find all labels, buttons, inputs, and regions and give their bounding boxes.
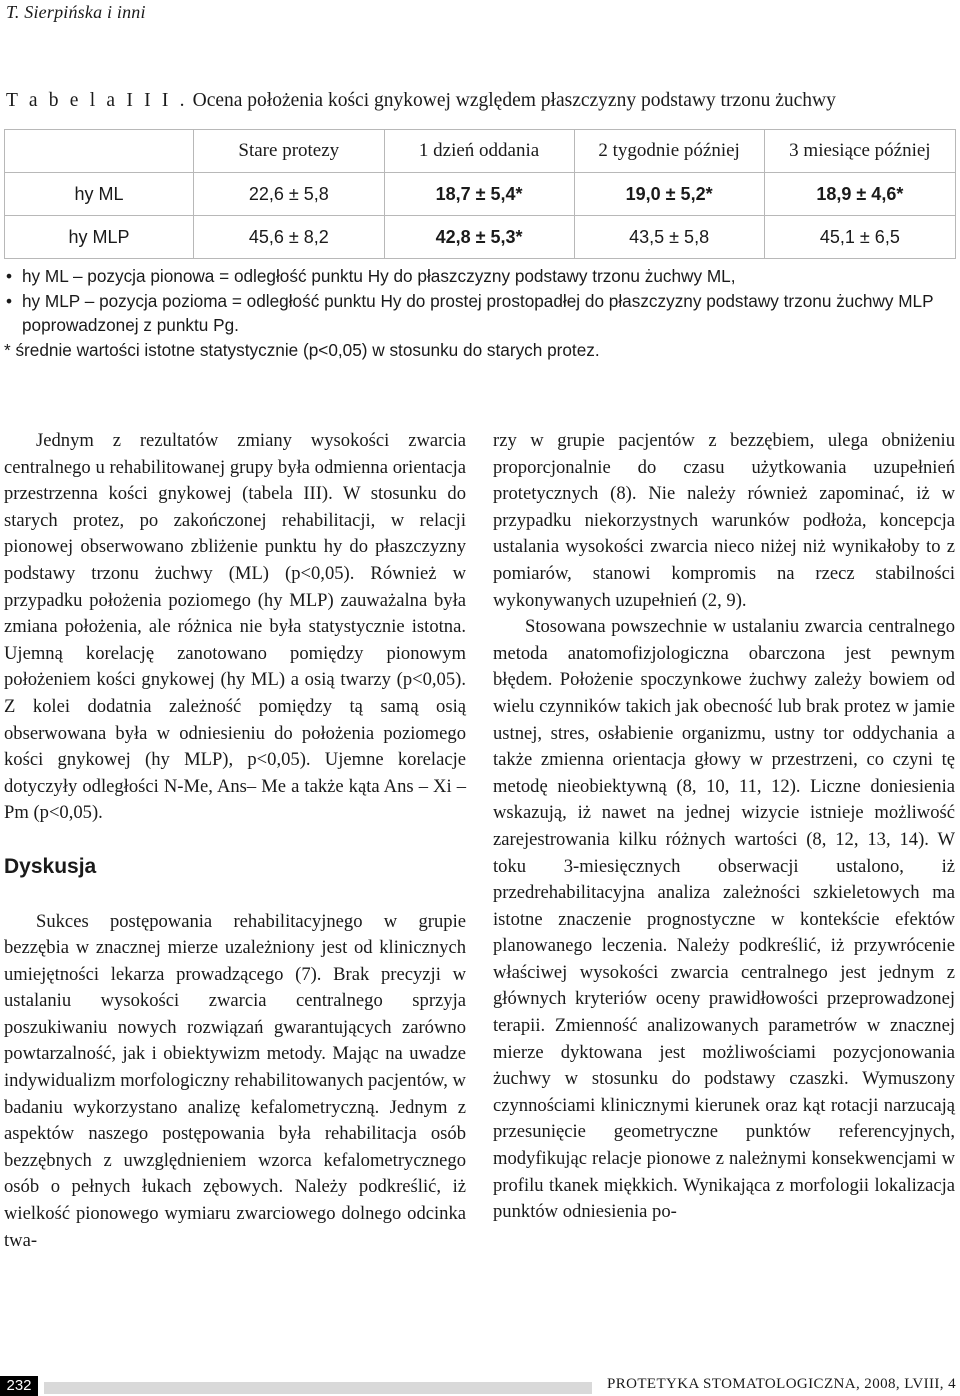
discussion-paragraph: Sukces postępowania rehabilitacyjnego w grupie bezzębia w znacznej mierze uzależniony jest od klinicznych umiejętności lekarza prowadzącego (7). Brak precyzji w ustalaniu wysokości zwarcia centralnego sprzyja poszukiwaniu nowych rozwiązań gwarantujących zarówno powtarzalność, jak i obiektywizm metody. Mając na uwadze indywidualizm morfologiczny rehabilitowanych pacjentów, w badaniu wykorzystano analizę kefalometryczną. Jednym z aspektów naszego postępowania była rehabilitacja osób bezzębnych z uwzględnieniem wzorca kefalometrycznego osób o pełnych łukach zębowych. Należy podkreślić, iż wielkość pionowego wymiaru zwarciowego dolnego odcinka twa-	[4, 910, 466, 1251]
table-header-cell	[5, 130, 194, 173]
table-cell: 42,8 ± 5,3*	[384, 216, 574, 259]
table-cell: 19,0 ± 5,2*	[574, 173, 764, 216]
significance-footnote: * średnie wartości istotne statystycznie (p<0,05) w stosunku do starych protez.	[4, 339, 600, 360]
table-cell: 45,1 ± 6,5	[764, 216, 955, 259]
running-head: T. Sierpińska i inni	[6, 2, 146, 22]
left-column	[4, 428, 466, 1254]
table-cell: 18,9 ± 4,6*	[764, 173, 955, 216]
row-label: hy ML	[5, 173, 194, 216]
table-cell: 22,6 ± 5,8	[194, 173, 385, 216]
table-header-cell: 1 dzień oddania	[384, 130, 574, 173]
table-header-cell: 2 tygodnie później	[574, 130, 764, 173]
footer-rule	[44, 1382, 592, 1394]
row-label: hy MLP	[5, 216, 194, 259]
table-cell: 18,7 ± 5,4*	[384, 173, 574, 216]
section-heading: Dyskusja	[4, 854, 97, 878]
page-number: 232	[0, 1376, 38, 1396]
right-column	[493, 428, 955, 1226]
table-header-row	[5, 130, 956, 173]
table-label: T a b e l a I I I .	[6, 90, 188, 111]
note-bullet: • hy ML – pozycja pionowa = odległość punktu Hy do płaszczyzny podstawy trzonu żuchwy ML,	[4, 264, 960, 289]
table-caption	[6, 90, 836, 112]
journal-name: PROTETYKA STOMATOLOGICZNA, 2008, LVIII, 4	[606, 1376, 956, 1392]
table-header-cell: 3 miesiące później	[764, 130, 955, 173]
results-paragraph: Jednym z rezultatów zmiany wysokości zwarcia centralnego u rehabilitowanej grupy była odmienna orientacja przestrzenna kości gnykowej (tabela III). W stosunku do starych protez, po zakończonej rehabilitacji, w relacji pionowej obserwowano zbliżenie punktu hy do płaszczyzny podstawy trzonu żuchwy (ML) (p<0,05). Również w przypadku położenia poziomego (hy MLP) zauważalna była zmiana położenia, ale różnica nie była statystycznie istotna. Ujemną korelację zanotowano pomiędzy pionowym położeniem kości gnykowej (hy ML) a osią twarzy (p<0,05). Z kolei dodatnia zależność pomiędzy tą samą osią obserwowana była w odniesieniu do położenia poziomego kości gnykowej (hy MLP), p<0,05). Ujemne korelacje dotyczyły odległości N-Me, Ans– Me a także kąta Ans – Xi – Pm (p<0,05).	[4, 430, 466, 824]
table-cell: 43,5 ± 5,8	[574, 216, 764, 259]
note-bullet: • hy MLP – pozycja pozioma = odległość punktu Hy do prostej prostopadłej do płaszczyzny podstawy trzonu żuchwy MLP poprowadzonej z punktu Pg.	[4, 289, 960, 338]
table-row	[5, 216, 956, 259]
table-header-cell: Stare protezy	[194, 130, 385, 173]
table-notes	[4, 264, 960, 362]
data-table	[4, 129, 956, 259]
table-title: Ocena położenia kości gnykowej względem płaszczyzny podstawy trzonu żuchwy	[192, 90, 836, 111]
discussion-paragraph: Stosowana powszechnie w ustalaniu zwarcia centralnego metoda anatomofizjologiczna obarczona jest pewnym błędem. Położenie spoczynkowe żuchwy zależy bowiem od wielu czynników takich jak obecność lub brak protez w jamie ustnej, stres, osłabienie organizmu, ustny tor oddychania a także zmienna orientacja głowy w przestrzeni, co czyni tę metodę nieobiektywną (8, 10, 11, 12). Liczne doniesienia wskazują, iż nawet na jednej wizycie istnieje możliwość zarejestrowania kilku różnych wartości (8, 12, 13, 14). W toku 3-miesięcznych obserwacji ustalono, iż przedrehabilitacyjna analiza zależności szkieletowych ma istotne znaczenie prognostyczne w kontekście efektów planowanego leczenia. Należy podkreślić, iż przywrócenie właściwej wysokości zwarcia centralnego jest jednym z głównych kryteriów oceny prawidłowości przeprowadzonej terapii. Zmienność analizowanych parametrów w znacznej mierze dyktowana jest możliwościami pozycjonowania żuchwy w stosunku do podstawy czaszki. Wymuszony czynnościami klinicznymi kierunek oraz kąt rotacji narzucają przesunięcie geometryczne punktów referencyjnych, modyfikując relacje pionowe z należnymi konsekwencjami w profilu tkanek miękkich. Wynikająca z morfologii lokalizacja punktów odniesienia po-	[493, 616, 955, 1223]
discussion-paragraph: rzy w grupie pacjentów z bezzębiem, ulega obniżeniu proporcjonalnie do czasu użytkowania uzupełnień protetycznych (8). Nie należy również zapominać, iż w przypadku niekorzystnych warunków podłoża, koncepcja ustalania wysokości zwarcia nieco niżej niż wynikałoby to z pomiarów, stanowi kompromis na rzecz stabilności wykonywanych uzupełnień (2, 9).	[493, 430, 955, 611]
table-cell: 45,6 ± 8,2	[194, 216, 385, 259]
table-row	[5, 173, 956, 216]
